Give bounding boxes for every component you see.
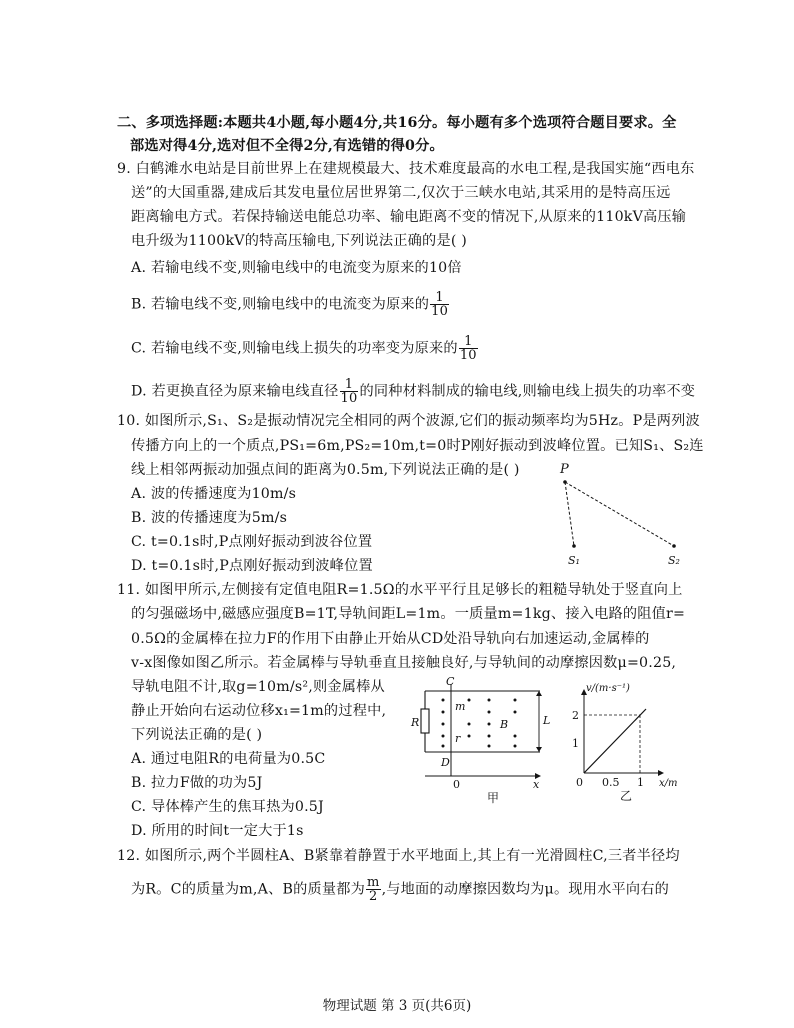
q11-stem-2: 的匀强磁场中,磁感应强度B=1T,导轨间距L=1m。一质量m=1kg、接入电路的阻值r=: [131, 606, 686, 622]
q9-stem-1: 9. 白鹤滩水电站是目前世界上在建规模最大、技术难度最高的水电工程,是我国实施“西电东: [117, 161, 695, 177]
q9-option-d-text-2: 的同种材料制成的输电线,则输电线上损失的功率不变: [359, 383, 696, 400]
q11-option-c: C. 导体棒产生的焦耳热为0.5J: [131, 799, 324, 815]
tick-y1: 1: [572, 737, 579, 750]
resistor-r: [421, 709, 429, 733]
point-s2: [672, 544, 676, 548]
label-c: C: [446, 676, 455, 688]
q10-wave-source-figure: [550, 460, 690, 570]
point-p: [563, 480, 567, 484]
l-arrow-bottom: [536, 747, 542, 752]
label-origin: 0: [453, 778, 460, 791]
field-dot: [514, 699, 517, 702]
caption-yi: 乙: [620, 789, 633, 803]
q10-stem-1: 10. 如图所示,S₁、S₂是振动情况完全相同的两个波源,它们的振动频率均为5Hz。P是两列波: [117, 413, 700, 429]
q9-option-d: [131, 378, 695, 405]
caption-jia: 甲: [487, 791, 500, 805]
field-dot: [442, 699, 445, 702]
label-x: x: [533, 778, 540, 791]
field-dot: [488, 723, 491, 726]
l-arrow-top: [536, 691, 542, 696]
q11-figure-jia: [405, 676, 555, 806]
q9-stem-3: 距离输电方式。若保持输送电能总功率、输电距离不变的情况下,从原来的110kV高压输: [131, 209, 687, 225]
q9-option-a: A. 若输电线不变,则输电线中的电流变为原来的10倍: [131, 260, 462, 276]
field-dot: [488, 711, 491, 714]
label-m: m: [455, 700, 466, 713]
fraction-num: 1: [459, 335, 478, 349]
fraction-num: 1: [340, 378, 359, 392]
section-title: 二、多项选择题:本题共4小题,每小题4分,共16分。每小题有多个选项符合题目要求。全: [117, 115, 677, 131]
line-p-s1: [565, 482, 574, 546]
field-dot: [514, 735, 517, 738]
label-l: L: [543, 714, 551, 727]
x-axis-arrow: [658, 770, 664, 776]
q9-option-c-text: C. 若输电线不变,则输电线上损失的功率变为原来的: [131, 340, 458, 357]
q9-option-c: [131, 335, 479, 362]
tick-x1: 1: [637, 776, 644, 789]
tick-y2: 2: [572, 709, 579, 722]
q11-option-b: B. 拉力F做的功为5J: [131, 775, 263, 791]
line-p-s2: [565, 482, 674, 546]
q12-stem-2-text-a: 为R。C的质量为m,A、B的质量都为: [131, 881, 366, 898]
page-footer: 物理试题 第 3 页(共6页): [322, 998, 472, 1014]
fraction: [366, 876, 381, 903]
q10-option-b: B. 波的传播速度为5m/s: [131, 510, 288, 526]
q11-stem-7: 下列说法正确的是( ): [131, 727, 263, 743]
v-x-line: [584, 709, 646, 773]
q10-option-d: D. t=0.1s时,P点刚好振动到波峰位置: [131, 558, 373, 574]
field-dot: [442, 723, 445, 726]
label-p: P: [560, 462, 569, 477]
q11-figure-yi: [562, 683, 688, 803]
fraction-den: 10: [431, 304, 449, 319]
q9-stem-2: 送”的大国重器,建成后其发电量位居世界第二,仅次于三峡水电站,其采用的是特高压远: [131, 185, 671, 201]
label-s2: S₂: [668, 554, 680, 567]
fraction-num: 1: [430, 291, 449, 305]
q10-stem-2: 传播方向上的一个质点,PS₁=6m,PS₂=10m,t=0时P刚好振动到波峰位置。已知S₁、S₂连: [131, 438, 704, 454]
q10-option-c: C. t=0.1s时,P点刚好振动到波谷位置: [131, 534, 373, 550]
fraction: [430, 291, 449, 318]
label-r-small: r: [455, 732, 461, 745]
fraction: [340, 378, 359, 405]
section-title-cont: 部选对得4分,选对但不全得2分,有选错的得0分。: [130, 138, 444, 154]
field-dot: [488, 735, 491, 738]
field-dot: [442, 711, 445, 714]
fraction-num: m: [367, 875, 380, 890]
label-s1: S₁: [568, 554, 580, 567]
q9-option-d-text-1: D. 若更换直径为原来输电线直径: [131, 383, 339, 400]
field-dot: [468, 735, 471, 738]
fraction: [459, 335, 478, 362]
field-dot: [468, 699, 471, 702]
fraction-den: 10: [459, 348, 477, 363]
field-dot: [442, 745, 445, 748]
q10-option-a: A. 波的传播速度为10m/s: [131, 486, 297, 502]
label-b: B: [500, 718, 509, 731]
q11-option-a: A. 通过电阻R的电荷量为0.5C: [131, 751, 326, 767]
q9-stem-4: 电升级为1100kV的特高压输电,下列说法正确的是( ): [131, 233, 468, 249]
field-dot: [514, 745, 517, 748]
label-d: D: [441, 756, 450, 769]
field-dot: [442, 735, 445, 738]
q11-stem-4: v-x图像如图乙所示。若金属棒与导轨垂直且接触良好,与导轨间的动摩擦因数μ=0.25,: [131, 655, 677, 671]
q12-stem-2-text-b: ,与地面的动摩擦因数均为μ。现用水平向右的: [381, 881, 670, 898]
q9-option-b-text: B. 若输电线不变,则输电线中的电流变为原来的: [131, 296, 430, 313]
y-axis-label: v/(m·s⁻¹): [586, 683, 630, 694]
q11-stem-5: 导轨电阻不计,取g=10m/s²,则金属棒从: [131, 679, 385, 695]
fraction-den: 2: [369, 889, 378, 904]
q11-stem-3: 0.5Ω的金属棒在拉力F的作用下由静止开始从CD处沿导轨向右加速运动,金属棒的: [131, 631, 650, 647]
q11-option-d: D. 所用的时间t一定大于1s: [131, 823, 304, 839]
field-dot: [514, 711, 517, 714]
label-r-big: R: [411, 716, 420, 729]
field-dot: [488, 699, 491, 702]
q11-stem-6: 静止开始向右运动位移x₁=1m的过程中,: [131, 703, 387, 719]
x-axis-label: x/m: [659, 778, 678, 789]
q9-option-b: [131, 291, 450, 318]
tick-origin: 0: [576, 776, 583, 789]
field-dot: [488, 745, 491, 748]
q12-stem-2: [131, 876, 669, 903]
q11-stem-1: 11. 如图甲所示,左侧接有定值电阻R=1.5Ω的水平平行且足够长的粗糙导轨处于竖直向上: [117, 582, 683, 598]
q12-stem-1: 12. 如图所示,两个半圆柱A、B紧靠着静置于水平地面上,其上有一光滑圆柱C,三者半径均: [117, 848, 680, 864]
field-dot: [468, 723, 471, 726]
point-s1: [572, 544, 576, 548]
q10-stem-3: 线上相邻两振动加强点间的距离为0.5m,下列说法正确的是( ): [131, 462, 520, 478]
fraction-den: 10: [340, 391, 358, 406]
tick-x05: 0.5: [602, 776, 620, 789]
